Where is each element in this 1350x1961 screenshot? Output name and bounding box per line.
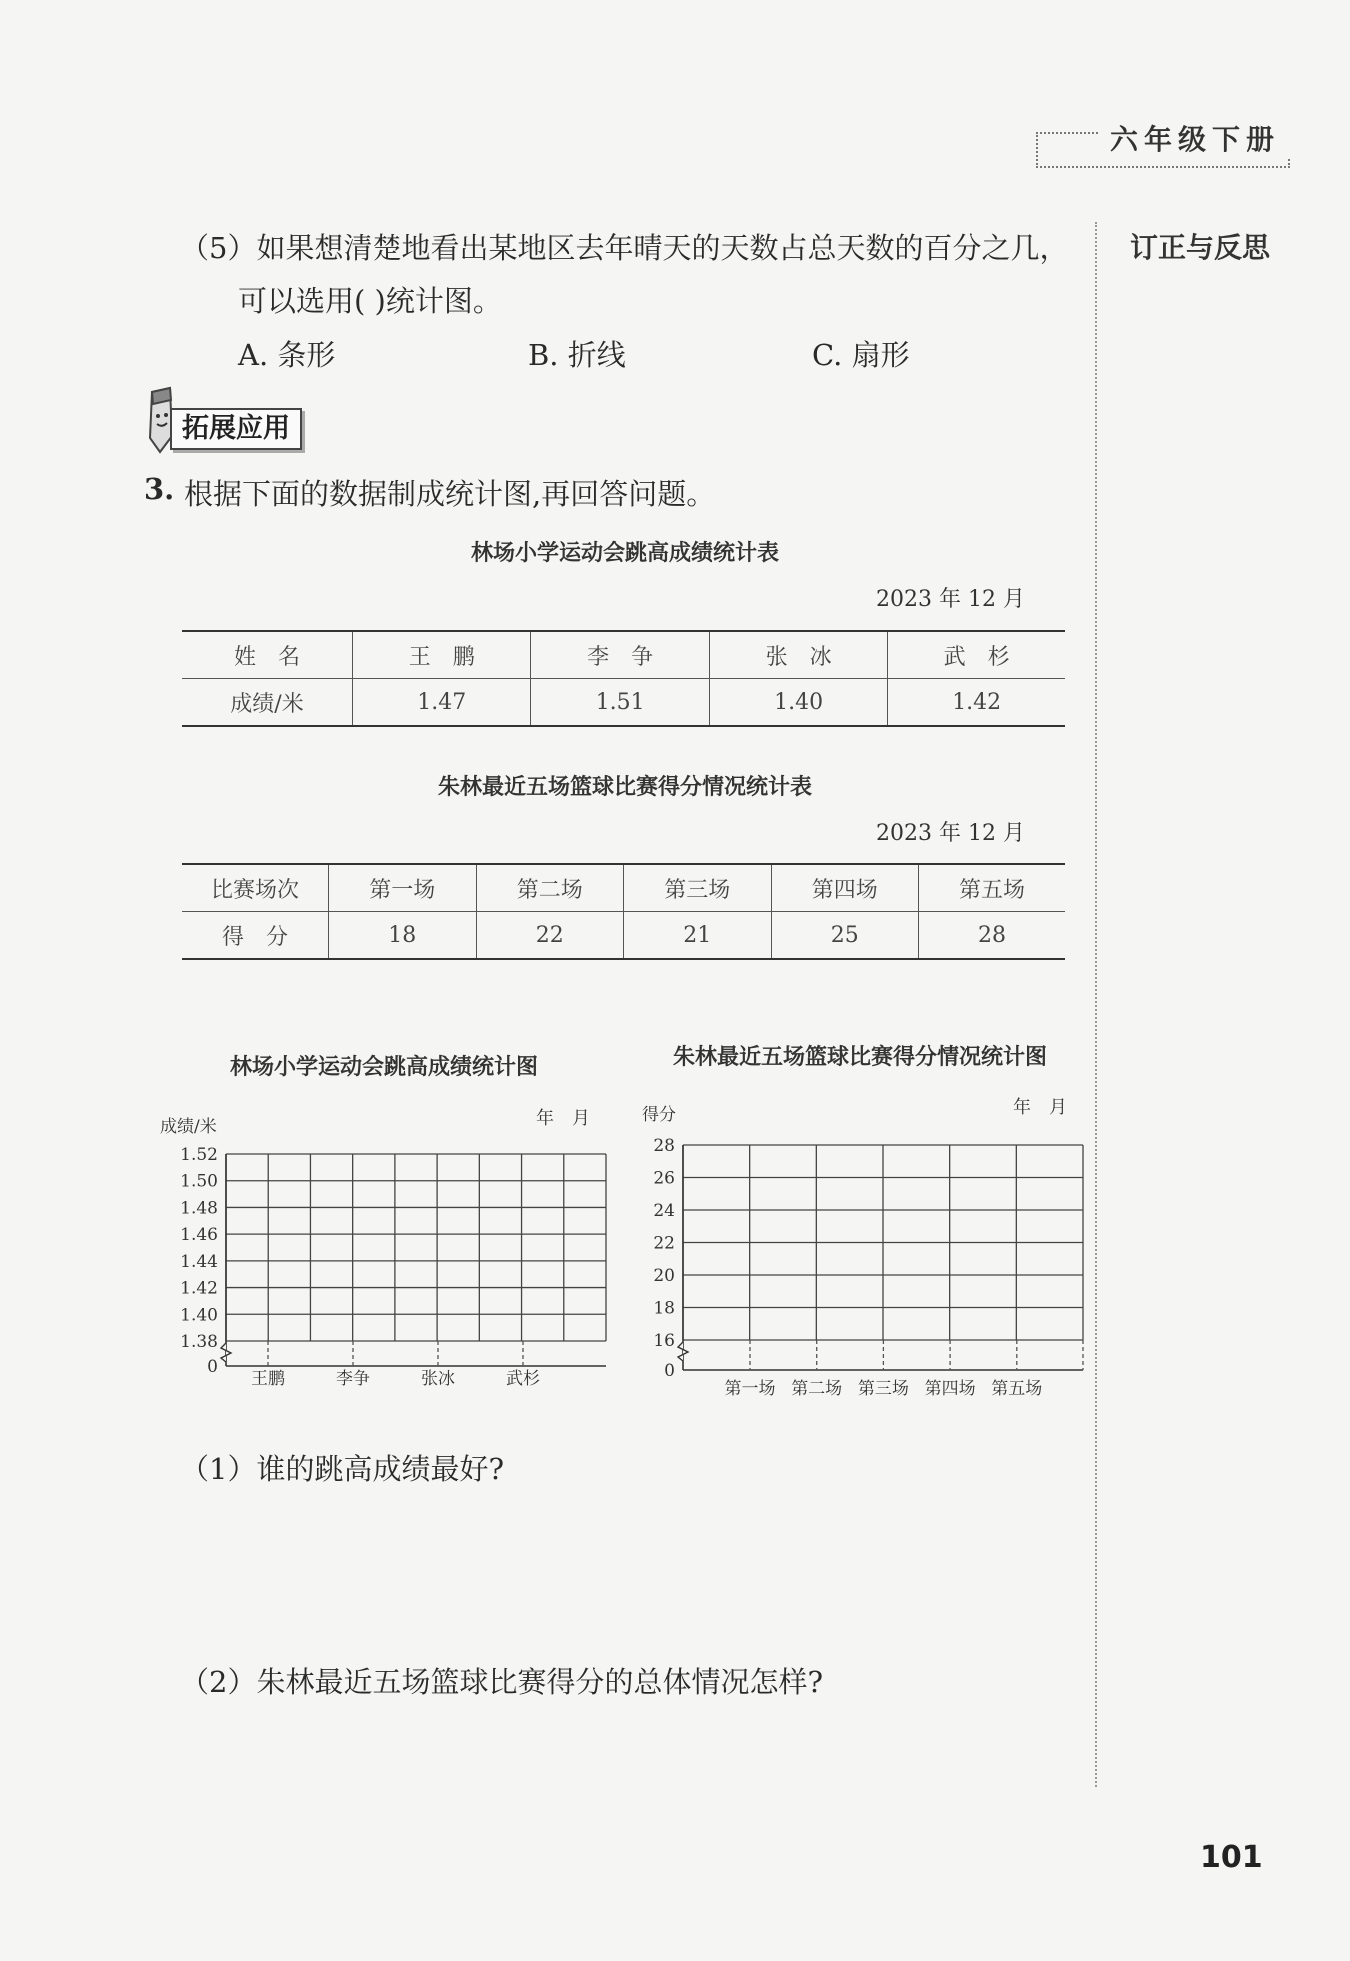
q5-line1: （5）如果想清楚地看出某地区去年晴天的天数占总天数的百分之几，: [180, 231, 1069, 265]
table2-cell: 比赛场次: [182, 864, 329, 912]
chart-category-label: 第三场: [857, 1379, 909, 1399]
chart-ytick: 1.38: [180, 1332, 218, 1352]
chart-ytick: 28: [653, 1136, 675, 1156]
chart-ytick: 20: [653, 1266, 675, 1286]
margin-divider: [1095, 222, 1097, 1787]
table1-cell: 姓 名: [182, 631, 353, 679]
table1-cell: 1.40: [709, 679, 887, 727]
q5-option-b[interactable]: B. 折线: [528, 338, 626, 372]
table2-cell: 22: [476, 912, 624, 960]
table1-cell: 武 杉: [888, 631, 1065, 679]
q3-number: 3.: [144, 472, 175, 506]
table1-cell: 成绩/米: [182, 679, 353, 727]
chart-ytick: 24: [653, 1201, 675, 1221]
chart-ytick: 1.50: [180, 1171, 218, 1192]
chart-ytick: 1.40: [180, 1305, 218, 1326]
chart-ytick: 1.44: [180, 1251, 218, 1272]
table2-cell: 第四场: [771, 864, 919, 912]
chart-ytick: 1.52: [180, 1145, 218, 1165]
chart-ytick: 16: [653, 1331, 675, 1351]
chart-ytick: 22: [653, 1233, 675, 1254]
table2-cell: 第一场: [329, 864, 477, 912]
chart-ylabel: 成绩/米: [160, 1117, 217, 1137]
chart-axis-break: [221, 1343, 231, 1362]
table1-date: 2023 年 12 月: [876, 587, 1025, 612]
chart-category-label: 武杉: [506, 1369, 540, 1389]
q3-sub1: （1）谁的跳高成绩最好?: [180, 1452, 504, 1486]
table2-date: 2023 年 12 月: [876, 821, 1025, 846]
chart-category-label: 李争: [336, 1369, 370, 1389]
chart-ytick: 1.46: [180, 1225, 218, 1246]
q3-sub2: （2）朱林最近五场篮球比赛得分的总体情况怎样?: [180, 1665, 823, 1699]
chart-category-label: 第二场: [791, 1379, 843, 1399]
table1-title: 林场小学运动会跳高成绩统计表: [470, 541, 779, 566]
table1-cell: 王 鹏: [353, 631, 531, 679]
chart-ytick: 0: [664, 1361, 675, 1381]
table1-cell: 1.51: [531, 679, 709, 727]
table2-cell: 第五场: [919, 864, 1065, 912]
chart-ytick: 0: [207, 1357, 218, 1377]
chart-category-label: 第五场: [991, 1379, 1043, 1399]
table1-data-row: [182, 679, 1065, 727]
chart-ytick: 1.48: [180, 1198, 218, 1219]
table2-cell: 25: [771, 912, 919, 960]
chart-ytick: 1.42: [180, 1278, 218, 1299]
chart1-grid[interactable]: [150, 1090, 620, 1400]
chart1-title: 林场小学运动会跳高成绩统计图: [229, 1055, 538, 1080]
table2-cell: 第三场: [624, 864, 772, 912]
chart-axis-break: [678, 1342, 688, 1361]
chart2-title: 朱林最近五场篮球比赛得分情况统计图: [672, 1045, 1047, 1070]
chart-date-label: 年 月: [536, 1108, 590, 1129]
table2-data-row: [182, 912, 1065, 960]
chart-category-label: 第四场: [924, 1379, 976, 1399]
table1-cell: 李 争: [531, 631, 709, 679]
table2-cell: 18: [329, 912, 477, 960]
table2-cell: 21: [624, 912, 772, 960]
chart-category-label: 王鹏: [251, 1369, 285, 1389]
q5-line2: 可以选用( )统计图。: [238, 284, 502, 318]
chart-ytick: 18: [653, 1298, 675, 1319]
chart-date-label: 年 月: [1013, 1097, 1067, 1118]
table1-cell: 1.47: [353, 679, 531, 727]
chart-ylabel: 得分: [642, 1105, 676, 1125]
table1-cell: 1.42: [888, 679, 1065, 727]
grade-label: 六年级下册: [1100, 118, 1290, 158]
q3-prompt: 根据下面的数据制成统计图,再回答问题。: [184, 477, 716, 511]
table2-cell: 第二场: [476, 864, 624, 912]
table2-cell: 28: [919, 912, 1065, 960]
chart2-grid[interactable]: [630, 1080, 1090, 1410]
table1-cell: 张 冰: [709, 631, 887, 679]
chart-category-label: 第一场: [724, 1379, 776, 1399]
margin-title: 订正与反思: [1130, 231, 1271, 264]
chart-ytick: 26: [653, 1168, 675, 1189]
table2-header-row: [182, 864, 1065, 912]
page-number: 101: [1200, 1840, 1263, 1875]
table1: [182, 630, 1065, 727]
table2: [182, 863, 1065, 960]
q5-option-a[interactable]: A. 条形: [238, 338, 336, 372]
q5-option-c[interactable]: C. 扇形: [812, 338, 910, 372]
table1-header-row: [182, 631, 1065, 679]
table2-title: 朱林最近五场篮球比赛得分情况统计表: [437, 775, 812, 800]
chart-category-label: 张冰: [421, 1369, 455, 1389]
section-badge: 拓展应用: [170, 408, 302, 450]
table2-cell: 得 分: [182, 912, 329, 960]
